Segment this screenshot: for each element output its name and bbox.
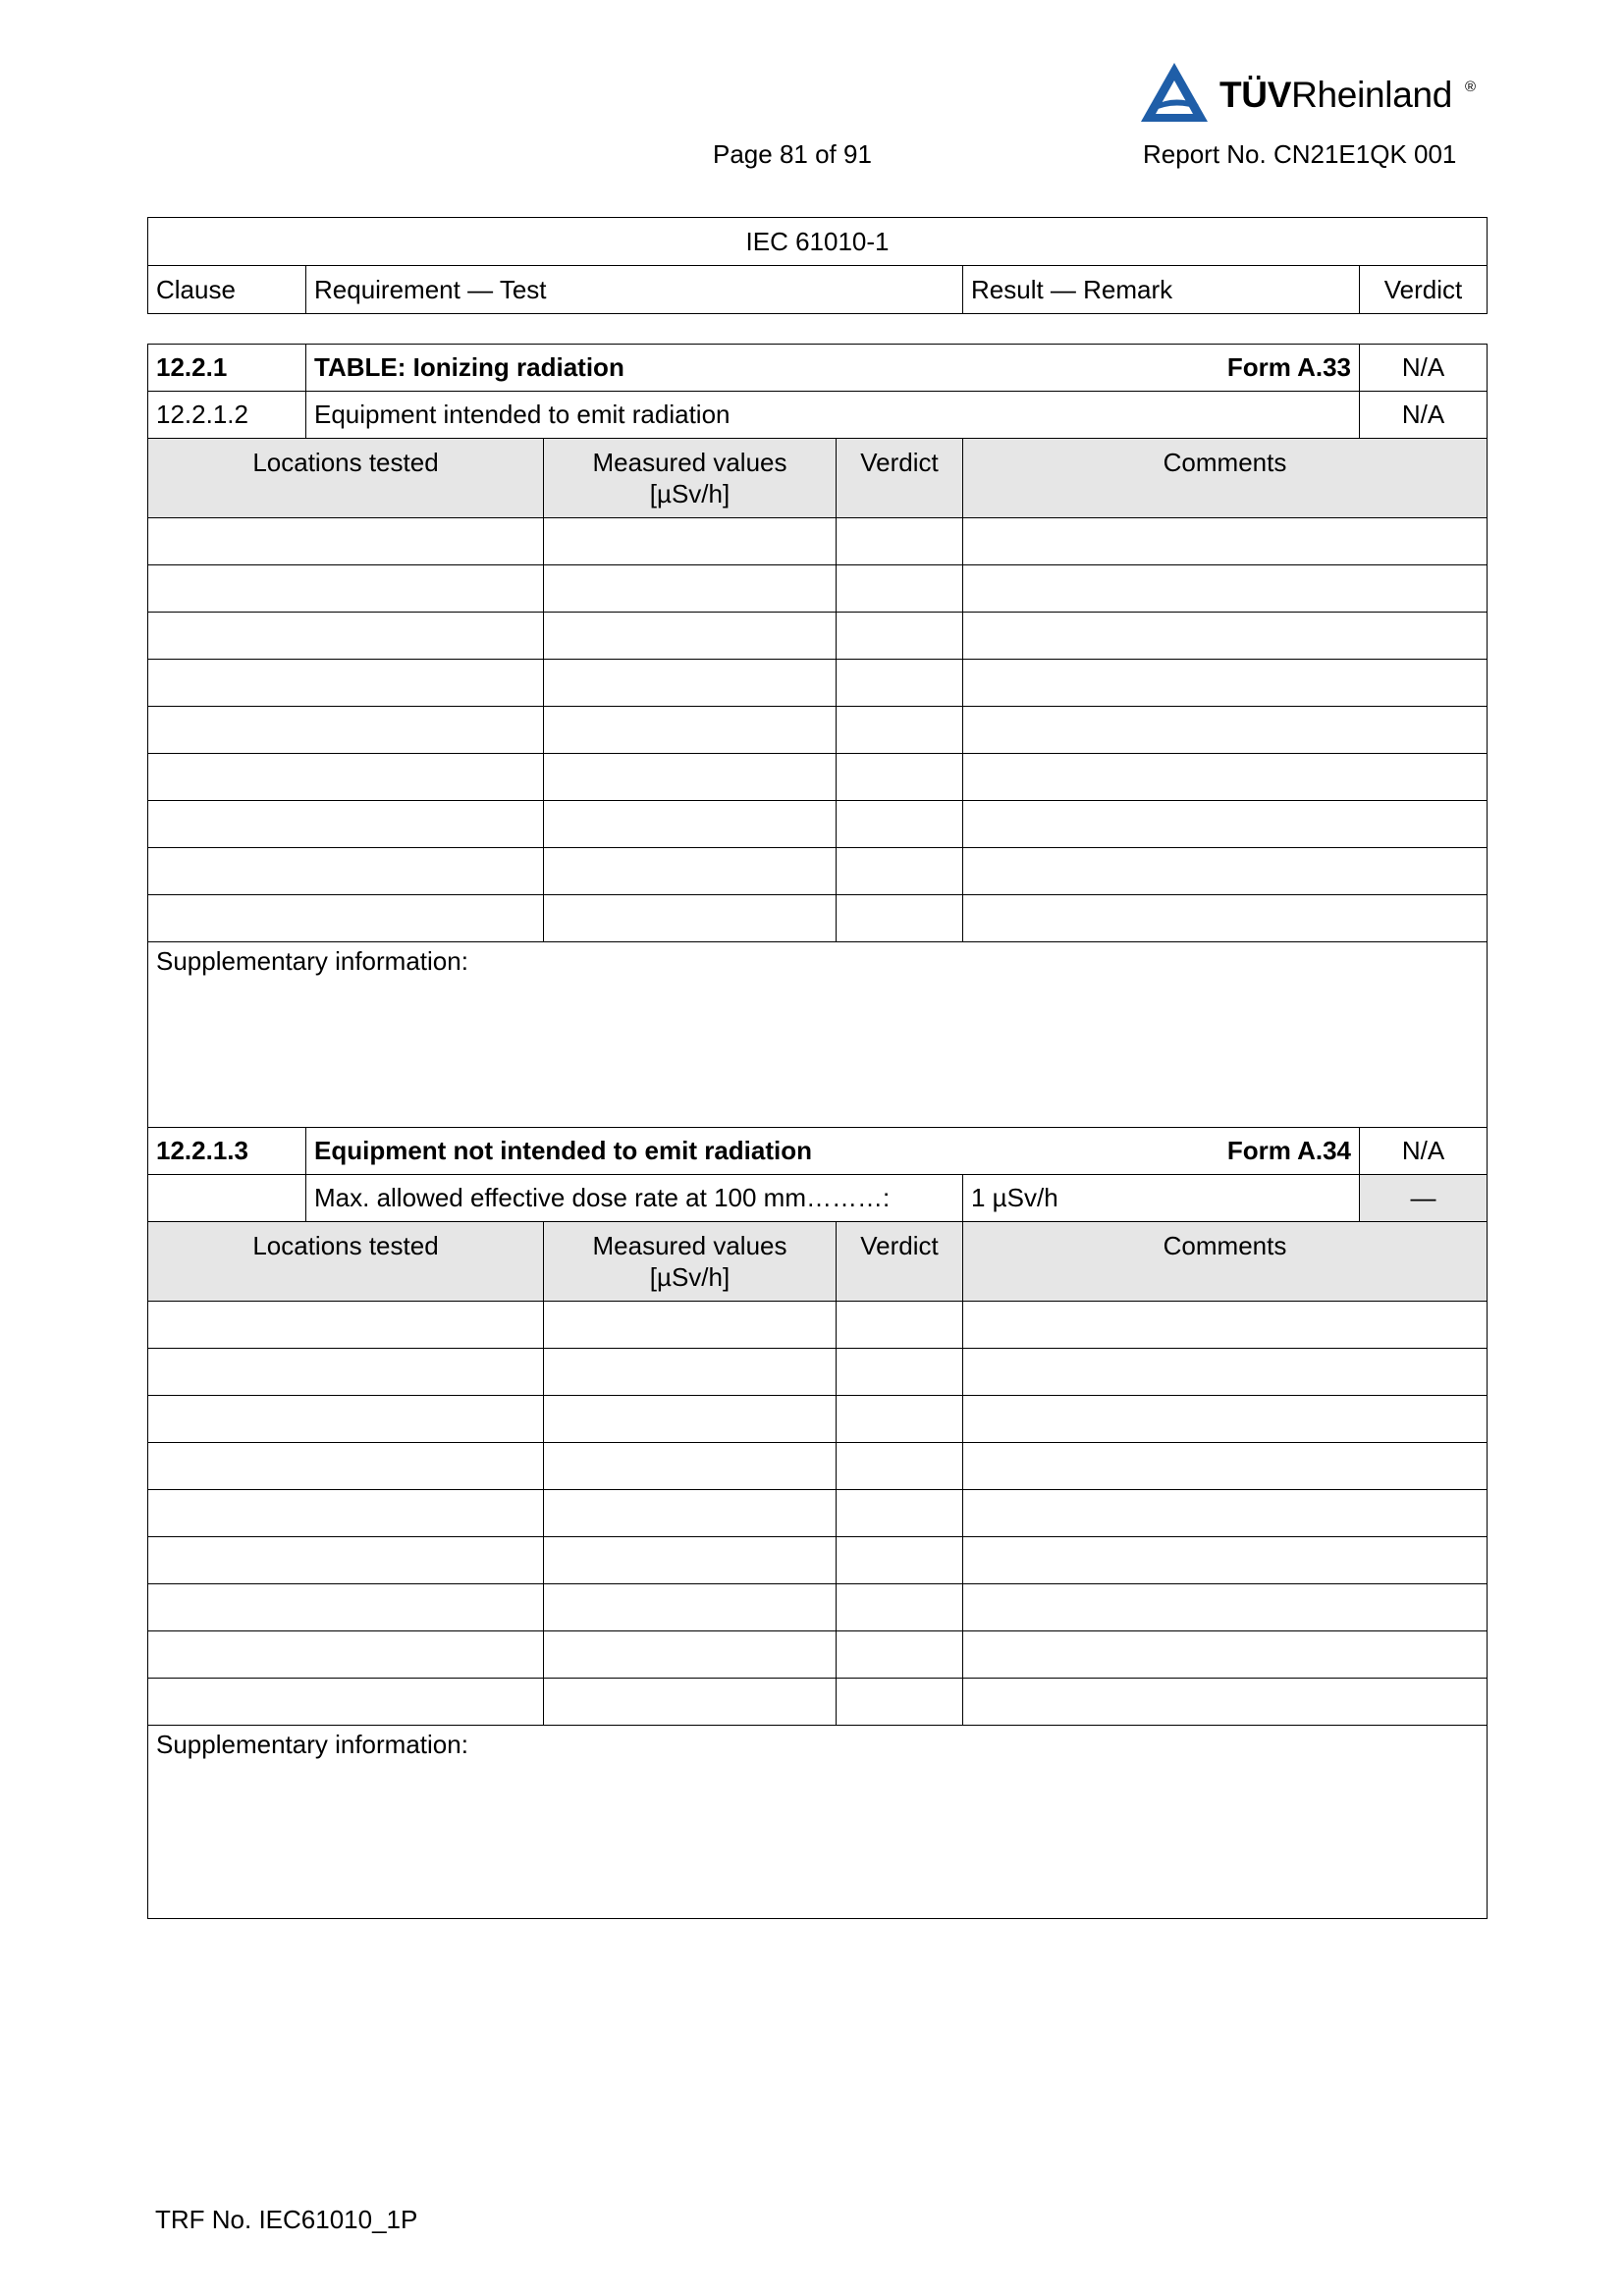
location-cell[interactable] (148, 565, 544, 613)
measured-cell[interactable] (544, 1631, 837, 1679)
col-clause-header: Clause (148, 266, 306, 314)
comments-cell[interactable] (963, 1396, 1488, 1443)
measured-cell[interactable] (544, 801, 837, 848)
comments-header: Comments (963, 1222, 1488, 1302)
section1-supplementary-row (148, 942, 1488, 1128)
section1-title-cell (306, 345, 1360, 392)
measured-cell[interactable] (544, 754, 837, 801)
page-number: Page 81 of 91 (713, 139, 872, 169)
comments-cell[interactable] (963, 848, 1488, 895)
measured-cell[interactable] (544, 848, 837, 895)
comments-cell[interactable] (963, 1679, 1488, 1726)
verdict-cell[interactable] (837, 1302, 963, 1349)
table-row (148, 1302, 1488, 1349)
table-row (148, 754, 1488, 801)
location-cell[interactable] (148, 613, 544, 660)
table-row (148, 660, 1488, 707)
max-dose-label: Max. allowed effective dose rate at 100 mm………: (306, 1175, 963, 1222)
section1-sub-title: Equipment intended to emit radiation (306, 392, 1360, 439)
location-cell[interactable] (148, 1584, 544, 1631)
locations-tested-header: Locations tested (148, 1222, 544, 1302)
tuv-rheinland-logo (1139, 61, 1488, 126)
measured-cell[interactable] (544, 1349, 837, 1396)
ionizing-radiation-table (147, 344, 1488, 1919)
table-row (148, 1443, 1488, 1490)
comments-cell[interactable] (963, 801, 1488, 848)
verdict-cell[interactable] (837, 613, 963, 660)
location-cell[interactable] (148, 1443, 544, 1490)
section2-max-clause (148, 1175, 306, 1222)
logo-registered-mark: ® (1465, 79, 1477, 95)
section1-sub-verdict: N/A (1360, 392, 1488, 439)
comments-cell[interactable] (963, 660, 1488, 707)
table-row (148, 1679, 1488, 1726)
comments-cell[interactable] (963, 754, 1488, 801)
comments-cell[interactable] (963, 565, 1488, 613)
location-cell[interactable] (148, 801, 544, 848)
location-cell[interactable] (148, 848, 544, 895)
measured-values-header: Measured values [µSv/h] (544, 439, 837, 518)
location-cell[interactable] (148, 754, 544, 801)
section1-form: Form A.33 (1226, 352, 1352, 382)
verdict-cell[interactable] (837, 754, 963, 801)
comments-cell[interactable] (963, 1443, 1488, 1490)
verdict-cell[interactable] (837, 1443, 963, 1490)
comments-cell[interactable] (963, 1631, 1488, 1679)
verdict-cell[interactable] (837, 801, 963, 848)
section2-grid-header (148, 1222, 1488, 1302)
measured-cell[interactable] (544, 1679, 837, 1726)
comments-cell[interactable] (963, 1349, 1488, 1396)
report-number: Report No. CN21E1QK 001 (1143, 139, 1457, 169)
section1-title-row (148, 345, 1488, 392)
standard-header-table (147, 217, 1488, 314)
section1-clause: 12.2.1 (148, 345, 306, 392)
verdict-cell[interactable] (837, 565, 963, 613)
section1-verdict: N/A (1360, 345, 1488, 392)
verdict-cell[interactable] (837, 1584, 963, 1631)
measured-cell[interactable] (544, 1490, 837, 1537)
location-cell[interactable] (148, 1537, 544, 1584)
locations-tested-header: Locations tested (148, 439, 544, 518)
table-row (148, 1584, 1488, 1631)
col-result-header: Result — Remark (963, 266, 1360, 314)
table-row (148, 1631, 1488, 1679)
measured-cell[interactable] (544, 1396, 837, 1443)
table-row (148, 613, 1488, 660)
logo-brand: TÜVRheinland (1219, 75, 1453, 115)
comments-header: Comments (963, 439, 1488, 518)
section2-verdict: N/A (1360, 1128, 1488, 1175)
table-row (148, 1537, 1488, 1584)
measured-cell[interactable] (544, 565, 837, 613)
location-cell[interactable] (148, 660, 544, 707)
measured-cell[interactable] (544, 1302, 837, 1349)
location-cell[interactable] (148, 707, 544, 754)
measured-cell[interactable] (544, 1443, 837, 1490)
location-cell[interactable] (148, 1396, 544, 1443)
measured-cell[interactable] (544, 518, 837, 565)
max-dose-verdict: — (1360, 1175, 1488, 1222)
location-cell[interactable] (148, 1631, 544, 1679)
comments-cell[interactable] (963, 518, 1488, 565)
measured-cell[interactable] (544, 613, 837, 660)
verdict-header: Verdict (837, 439, 963, 518)
verdict-cell[interactable] (837, 1396, 963, 1443)
table-row (148, 1490, 1488, 1537)
measured-values-header: Measured values [µSv/h] (544, 1222, 837, 1302)
location-cell[interactable] (148, 895, 544, 942)
table-row (148, 1349, 1488, 1396)
location-cell[interactable] (148, 1302, 544, 1349)
section1-supplementary-info[interactable]: Supplementary information: (148, 942, 1488, 1128)
verdict-cell[interactable] (837, 1537, 963, 1584)
comments-cell[interactable] (963, 1302, 1488, 1349)
verdict-cell[interactable] (837, 518, 963, 565)
section1-title: TABLE: Ionizing radiation (314, 352, 624, 382)
verdict-cell[interactable] (837, 660, 963, 707)
table-row (148, 518, 1488, 565)
section2-supplementary-info[interactable]: Supplementary information: (148, 1726, 1488, 1919)
measured-cell[interactable] (544, 1537, 837, 1584)
section2-clause: 12.2.1.3 (148, 1128, 306, 1175)
measured-cell[interactable] (544, 1584, 837, 1631)
verdict-cell[interactable] (837, 895, 963, 942)
section2-title-cell (306, 1128, 1360, 1175)
verdict-cell[interactable] (837, 1349, 963, 1396)
section2-max-dose-row (148, 1175, 1488, 1222)
table-row (148, 707, 1488, 754)
measured-cell[interactable] (544, 895, 837, 942)
section2-supplementary-row (148, 1726, 1488, 1919)
verdict-cell[interactable] (837, 848, 963, 895)
verdict-header: Verdict (837, 1222, 963, 1302)
tuv-triangle-logo-icon (1139, 61, 1210, 126)
comments-cell[interactable] (963, 707, 1488, 754)
table-row (148, 848, 1488, 895)
location-cell[interactable] (148, 1490, 544, 1537)
table-row (148, 895, 1488, 942)
table-row (148, 801, 1488, 848)
section1-grid-header (148, 439, 1488, 518)
location-cell[interactable] (148, 1349, 544, 1396)
location-cell[interactable] (148, 1679, 544, 1726)
verdict-cell[interactable] (837, 1490, 963, 1537)
verdict-cell[interactable] (837, 707, 963, 754)
standard-title: IEC 61010-1 (148, 218, 1488, 266)
trf-number: TRF No. IEC61010_1P (155, 2205, 418, 2234)
comments-cell[interactable] (963, 1490, 1488, 1537)
verdict-cell[interactable] (837, 1679, 963, 1726)
measured-cell[interactable] (544, 707, 837, 754)
comments-cell[interactable] (963, 1584, 1488, 1631)
section1-sub-clause: 12.2.1.2 (148, 392, 306, 439)
measured-cell[interactable] (544, 660, 837, 707)
section2-title: Equipment not intended to emit radiation (314, 1136, 812, 1165)
verdict-cell[interactable] (837, 1631, 963, 1679)
col-verdict-header: Verdict (1360, 266, 1488, 314)
section2-title-row (148, 1128, 1488, 1175)
comments-cell[interactable] (963, 895, 1488, 942)
section1-sub-row (148, 392, 1488, 439)
table-row (148, 1396, 1488, 1443)
max-dose-value: 1 µSv/h (963, 1175, 1360, 1222)
location-cell[interactable] (148, 518, 544, 565)
section2-form: Form A.34 (1226, 1136, 1352, 1165)
col-requirement-header: Requirement — Test (306, 266, 963, 314)
comments-cell[interactable] (963, 613, 1488, 660)
comments-cell[interactable] (963, 1537, 1488, 1584)
table-row (148, 565, 1488, 613)
